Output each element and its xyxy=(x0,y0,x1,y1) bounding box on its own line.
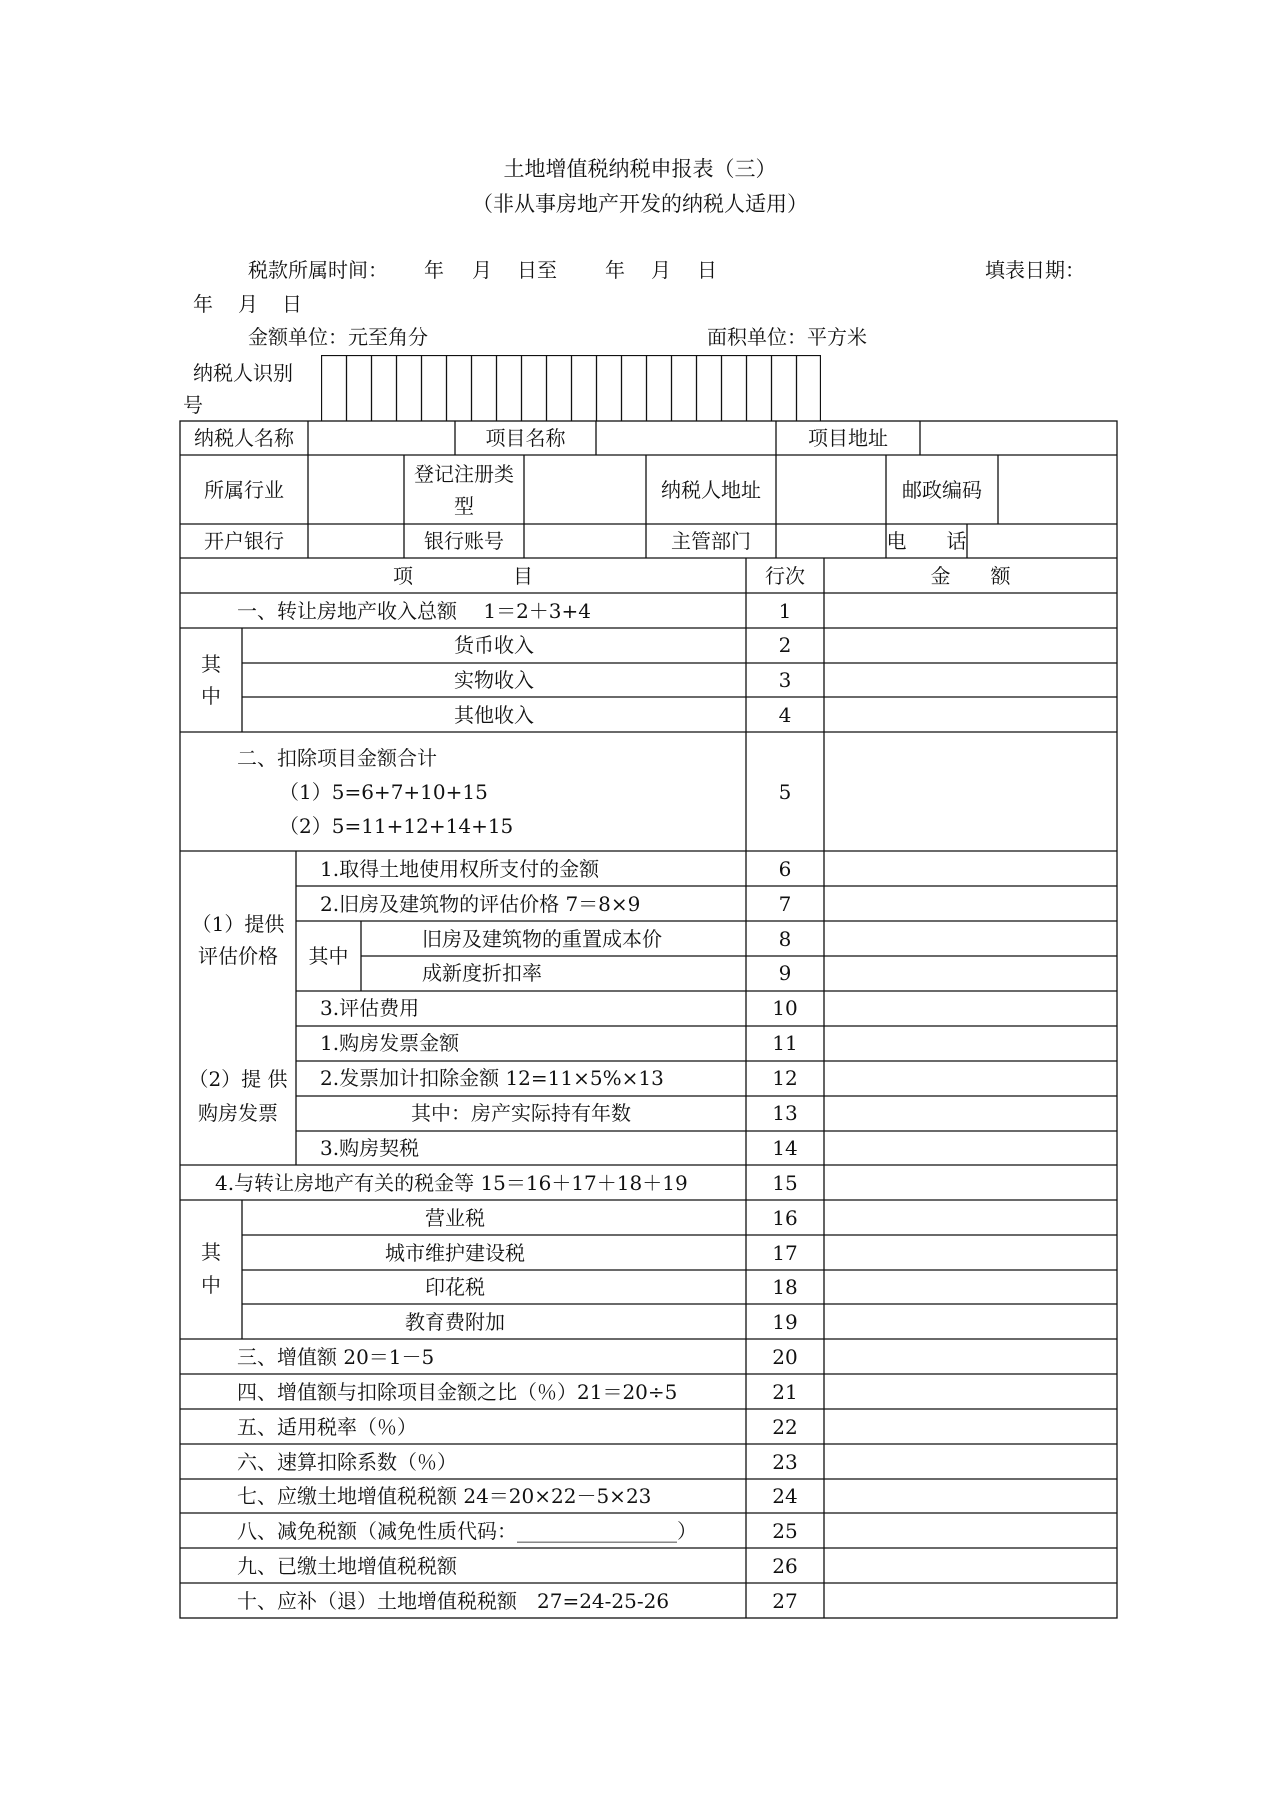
qizhong-label-2b: 中 xyxy=(201,1273,221,1297)
line-number-23: 23 xyxy=(772,1450,798,1474)
reg-type-label-cont: 型 xyxy=(454,494,474,518)
row-8-label: 旧房及建筑物的重置成本价 xyxy=(422,927,662,951)
row-9-label: 成新度折扣率 xyxy=(422,961,542,985)
amount-column[interactable] xyxy=(824,558,1117,1618)
bank-label: 开户银行 xyxy=(204,529,284,553)
line-number-20: 20 xyxy=(772,1345,798,1369)
period-month-2: 月 xyxy=(651,258,671,282)
line-number-24: 24 xyxy=(772,1484,798,1508)
invoice-label-cont: 购房发票 xyxy=(198,1101,278,1125)
row-16-label: 营业税 xyxy=(425,1206,485,1230)
row-24-label: 七、应缴土地增值税税额 24＝20×22－5×23 xyxy=(237,1484,652,1508)
period-label: 税款所属时间： xyxy=(248,258,388,282)
row-26-label: 九、已缴土地增值税税额 xyxy=(237,1554,457,1578)
line-number-11: 11 xyxy=(772,1031,798,1055)
area-unit: 面积单位：平方米 xyxy=(707,325,867,349)
row-7-label: 2.旧房及建筑物的评估价格 7＝8×9 xyxy=(320,892,641,916)
qizhong-label-1b: 中 xyxy=(201,684,221,708)
page-subtitle: （非从事房地产开发的纳税人适用） xyxy=(472,192,808,216)
period-month-1: 月 xyxy=(472,258,492,282)
row-12-label: 2.发票加计扣除金额 12=11×5%×13 xyxy=(320,1066,664,1090)
fill-date-label: 填表日期： xyxy=(985,258,1085,282)
row-2-label: 货币收入 xyxy=(454,633,534,657)
line-number-22: 22 xyxy=(772,1415,798,1439)
page-title: 土地增值税纳税申报表（三） xyxy=(503,157,777,181)
taxpayer-id-label: 纳税人识别 xyxy=(193,361,293,385)
row-5-formula-2: （2）5=11+12+14+15 xyxy=(279,814,514,838)
amount-unit: 金额单位：元至角分 xyxy=(248,325,428,349)
line-number-8: 8 xyxy=(778,927,792,951)
row-27-label: 十、应补（退）土地增值税税额 27=24-25-26 xyxy=(237,1589,670,1613)
evaluation-label: （1）提供 xyxy=(191,912,285,936)
row-21-label: 四、增值额与扣除项目金额之比（％）21＝20÷5 xyxy=(237,1380,678,1404)
line-number-12: 12 xyxy=(772,1066,798,1090)
line-number-10: 10 xyxy=(772,996,798,1020)
project-address-label: 项目地址 xyxy=(808,426,888,450)
row-15-label: 4.与转让房地产有关的税金等 15＝16＋17＋18＋19 xyxy=(215,1171,688,1195)
row-11-label: 1.购房发票金额 xyxy=(320,1031,460,1055)
row-25-label: 八、减免税额（减免性质代码：________________） xyxy=(237,1519,697,1543)
line-number-13: 13 xyxy=(772,1101,798,1125)
line-number-5: 5 xyxy=(778,780,792,804)
qizhong-label-1a: 其 xyxy=(201,652,221,676)
fill-day: 日 xyxy=(282,292,302,316)
line-number-14: 14 xyxy=(772,1136,798,1160)
postal-code-label: 邮政编码 xyxy=(902,478,982,502)
row-6-label: 1.取得土地使用权所支付的金额 xyxy=(320,857,600,881)
row-13-label: 其中：房产实际持有年数 xyxy=(411,1101,631,1125)
line-number-3: 3 xyxy=(778,668,792,692)
line-number-21: 21 xyxy=(772,1380,798,1404)
row-5-formula-1: （1）5=6+7+10+15 xyxy=(279,780,488,804)
column-amount-header: 金 额 xyxy=(930,564,1011,588)
fill-year: 年 xyxy=(193,292,213,316)
row-14-label: 3.购房契税 xyxy=(320,1136,420,1160)
row-17-label: 城市维护建设税 xyxy=(385,1241,525,1265)
row-1-label: 一、转让房地产收入总额 1＝2＋3+4 xyxy=(237,599,592,623)
line-number-26: 26 xyxy=(772,1554,798,1578)
row-5-label: 二、扣除项目金额合计 xyxy=(237,746,437,770)
fill-month: 月 xyxy=(238,292,258,316)
column-item-header: 项 目 xyxy=(393,564,533,588)
row-10-label: 3.评估费用 xyxy=(320,996,420,1020)
account-label: 银行账号 xyxy=(424,529,504,553)
period-year-2: 年 xyxy=(605,258,625,282)
line-number-27: 27 xyxy=(772,1589,798,1613)
qizhong-label-2a: 其 xyxy=(201,1240,221,1264)
line-number-9: 9 xyxy=(778,961,792,985)
industry-label: 所属行业 xyxy=(204,478,284,502)
row-19-label: 教育费附加 xyxy=(405,1310,505,1334)
evaluation-label-cont: 评估价格 xyxy=(198,944,278,968)
row-18-label: 印花税 xyxy=(425,1275,485,1299)
row-22-label: 五、适用税率（％） xyxy=(237,1415,417,1439)
line-number-17: 17 xyxy=(772,1241,798,1265)
eval-qizhong-label: 其中 xyxy=(308,944,349,968)
line-number-1: 1 xyxy=(778,599,792,623)
project-name-field[interactable] xyxy=(596,421,776,455)
line-number-2: 2 xyxy=(778,633,792,657)
project-name-label: 项目名称 xyxy=(485,426,566,450)
taxpayer-name-field[interactable] xyxy=(308,421,455,455)
line-number-4: 4 xyxy=(778,703,792,727)
reg-type-label: 登记注册类 xyxy=(414,462,514,486)
phone-label: 电 话 xyxy=(886,529,967,553)
invoice-label: （2）提 供 xyxy=(188,1067,288,1091)
taxpayer-name-label: 纳税人名称 xyxy=(194,426,294,450)
taxpayer-address-label: 纳税人地址 xyxy=(661,478,761,502)
line-number-7: 7 xyxy=(778,892,792,916)
period-day-to: 日至 xyxy=(517,258,557,282)
row-20-label: 三、增值额 20＝1－5 xyxy=(237,1345,435,1369)
period-year-1: 年 xyxy=(424,258,444,282)
row-4-label: 其他收入 xyxy=(454,703,534,727)
row-3-label: 实物收入 xyxy=(454,668,534,692)
line-number-25: 25 xyxy=(772,1519,798,1543)
project-address-field[interactable] xyxy=(920,421,1117,455)
line-number-18: 18 xyxy=(772,1275,798,1299)
period-day-2: 日 xyxy=(697,258,717,282)
line-number-15: 15 xyxy=(772,1171,798,1195)
taxpayer-id-label-cont: 号 xyxy=(183,393,203,417)
authority-label: 主管部门 xyxy=(671,529,751,553)
line-number-6: 6 xyxy=(778,857,792,881)
line-number-16: 16 xyxy=(772,1206,798,1230)
column-line-header: 行次 xyxy=(765,564,805,588)
row-23-label: 六、速算扣除系数（％） xyxy=(237,1450,457,1474)
line-number-19: 19 xyxy=(772,1310,798,1334)
